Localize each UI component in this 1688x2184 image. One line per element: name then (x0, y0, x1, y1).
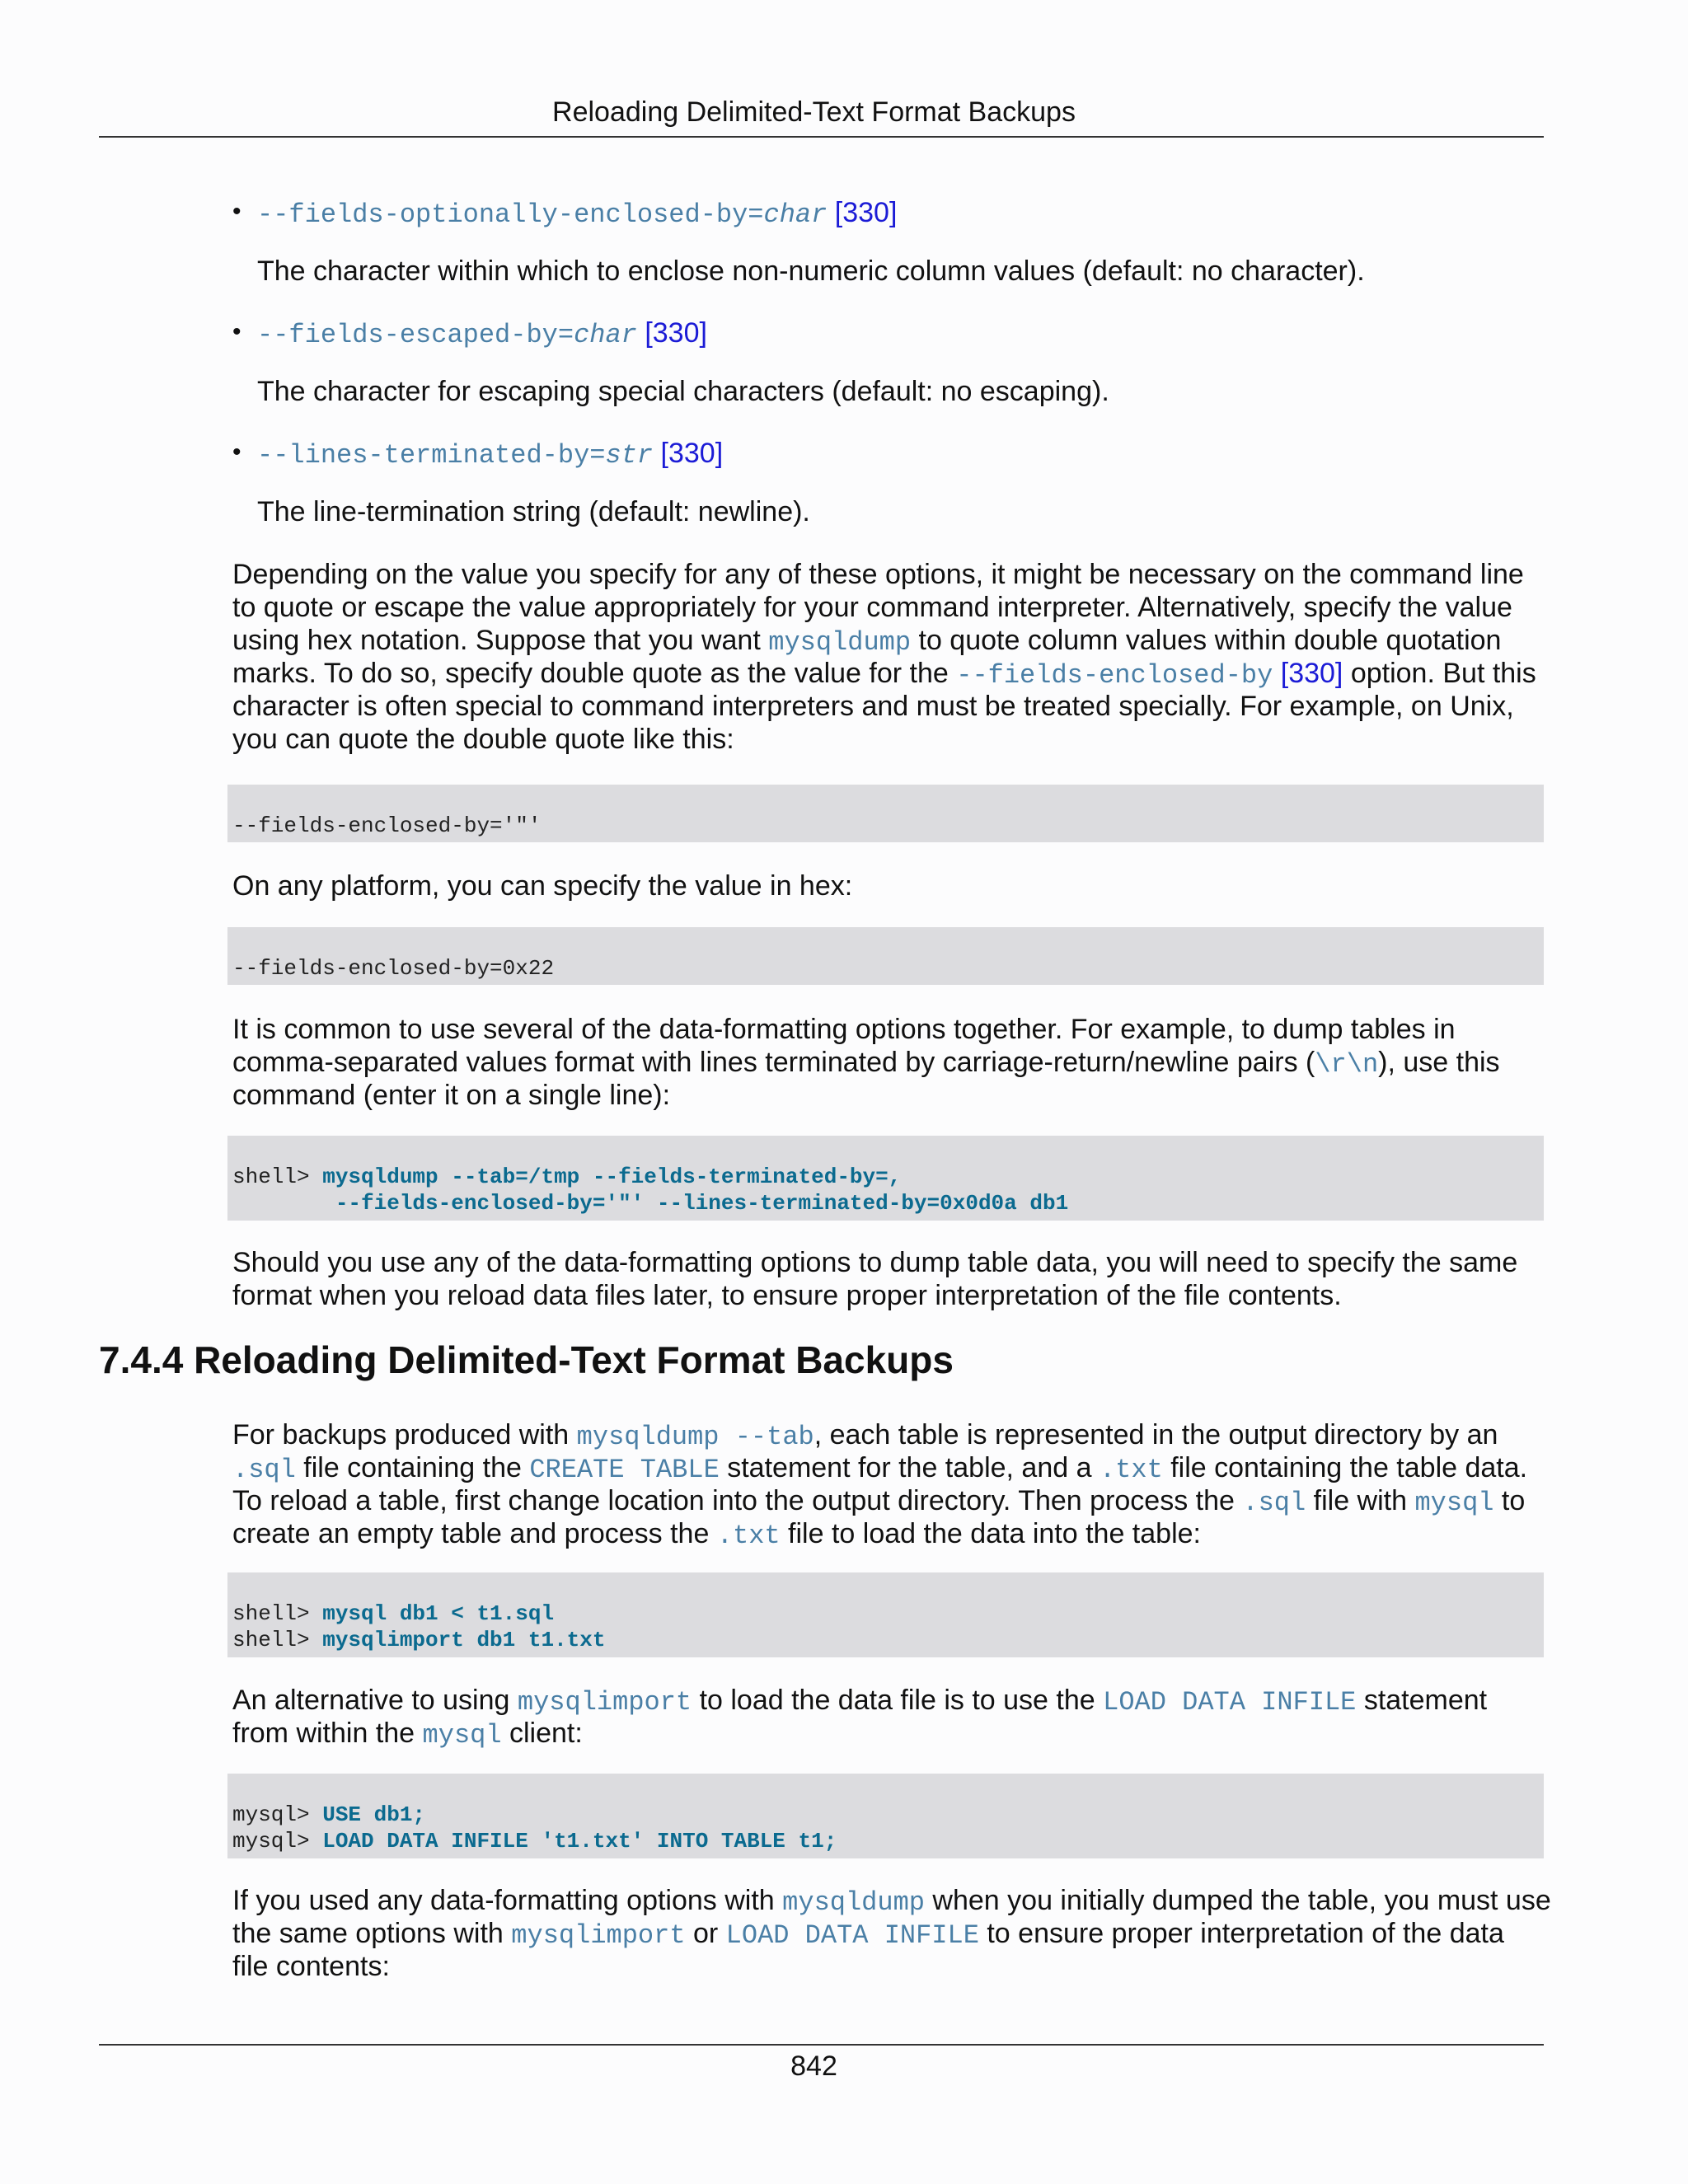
inline-code[interactable]: mysqldump (782, 1887, 925, 1918)
paragraph-line: create an empty table and process the .txt file to load the data into the table: (232, 1518, 1201, 1551)
header-rule (99, 136, 1544, 138)
bullet-description: The character within which to enclose non-numeric column values (default: no character). (257, 255, 1365, 287)
paragraph-line: For backups produced with mysqldump --tab, each table is represented in the output directory by an (232, 1419, 1498, 1452)
bullet-item (257, 437, 723, 472)
command: mysqldump --tab=/tmp --fields-terminated-by=, (322, 1165, 902, 1189)
option-name[interactable]: --lines-terminated-by= (257, 440, 606, 471)
command: LOAD DATA INFILE 't1.txt' INTO TABLE t1; (322, 1829, 837, 1854)
xref-link[interactable]: [330] (645, 317, 707, 349)
paragraph-line: the same options with mysqlimport or LOAD DATA INFILE to ensure proper interpretation of the data (232, 1918, 1504, 1951)
command: mysql db1 < t1.sql (322, 1601, 555, 1626)
code-line: mysql> LOAD DATA INFILE 't1.txt' INTO TABLE t1; (232, 1829, 837, 1854)
inline-code[interactable]: --fields-enclosed-by (956, 660, 1273, 691)
page-number: 842 (790, 2050, 837, 2082)
bullet-description: The character for escaping special characters (default: no escaping). (257, 376, 1109, 407)
bullet-item (257, 196, 897, 232)
inline-code: .txt (716, 1521, 781, 1551)
option-name[interactable]: --fields-escaped-by= (257, 320, 574, 350)
code-line: shell> mysqldump --tab=/tmp --fields-terminated-by=, (232, 1165, 902, 1189)
paragraph-line: from within the mysql client: (232, 1718, 583, 1750)
paragraph-line: character is often special to command interpreters and must be treated specially. For example, on Unix, (232, 691, 1514, 722)
inline-code[interactable]: CREATE TABLE (529, 1455, 720, 1485)
inline-code[interactable]: mysqlimport (517, 1687, 692, 1718)
paragraph-line: If you used any data-formatting options with mysqldump when you initially dumped the table, you must use (232, 1885, 1551, 1918)
option-arg: str (605, 440, 654, 471)
paragraph-line: It is common to use several of the data-formatting options together. For example, to dump tables in (232, 1014, 1456, 1045)
code-line: --fields-enclosed-by='"' (232, 813, 542, 838)
footer-rule (99, 2044, 1544, 2046)
inline-code[interactable]: mysqldump (768, 627, 912, 658)
bullet-dot: • (232, 198, 241, 225)
paragraph-line: to quote or escape the value appropriately for your command interpreter. Alternatively, specify the value (232, 592, 1512, 623)
code-line: shell> mysql db1 < t1.sql (232, 1601, 555, 1626)
option-name[interactable]: --fields-optionally-enclosed-by= (257, 199, 764, 230)
paragraph-line: format when you reload data files later, to ensure proper interpretation of the file contents. (232, 1280, 1342, 1311)
code-line: mysql> USE db1; (232, 1802, 426, 1827)
xref-link[interactable]: [330] (1273, 658, 1343, 689)
code-line: shell> mysqlimport db1 t1.txt (232, 1628, 606, 1652)
xref-link[interactable]: [330] (660, 438, 724, 469)
paragraph-line: comma-separated values format with lines terminated by carriage-return/newline pairs (\r\n), use this (232, 1047, 1500, 1080)
xref-link[interactable]: [330] (834, 197, 898, 228)
bullet-dot: • (232, 438, 241, 466)
paragraph-line: An alternative to using mysqlimport to load the data file is to use the LOAD DATA INFILE statement (232, 1685, 1488, 1718)
command: mysqlimport db1 t1.txt (322, 1628, 606, 1652)
paragraph-line: On any platform, you can specify the value in hex: (232, 870, 853, 902)
bullet-item (257, 316, 707, 352)
inline-code[interactable]: LOAD DATA INFILE (725, 1920, 979, 1951)
bullet-dot: • (232, 318, 241, 345)
code-line (232, 1190, 1068, 1216)
paragraph-line: command (enter it on a single line): (232, 1080, 671, 1111)
paragraph-line: marks. To do so, specify double quote as the value for the --fields-enclosed-by [330] option. But this (232, 658, 1536, 691)
paragraph-line: To reload a table, first change location into the output directory. Then process the .sql file with mysql to (232, 1485, 1526, 1518)
paragraph-line: file contents: (232, 1951, 390, 1982)
inline-code[interactable]: mysql (422, 1720, 502, 1750)
option-arg: char (763, 199, 828, 230)
inline-code: .sql (232, 1455, 296, 1485)
inline-code[interactable]: mysql (1414, 1488, 1494, 1518)
inline-code[interactable]: LOAD DATA INFILE (1103, 1687, 1357, 1718)
option-arg: char (574, 320, 637, 350)
command: USE db1; (322, 1802, 426, 1827)
inline-code[interactable]: mysqlimport (511, 1920, 686, 1951)
bullet-description: The line-termination string (default: newline). (257, 496, 810, 527)
running-header: Reloading Delimited-Text Format Backups (552, 96, 1076, 128)
inline-code: \r\n (1315, 1049, 1379, 1080)
inline-code[interactable]: mysqldump --tab (576, 1422, 814, 1452)
paragraph-line: you can quote the double quote like this: (232, 724, 734, 755)
inline-code: .sql (1242, 1488, 1306, 1518)
paragraph-line: Should you use any of the data-formatting options to dump table data, you will need to specify the same (232, 1247, 1518, 1278)
paragraph-line: using hex notation. Suppose that you want mysqldump to quote column values within double quotation (232, 625, 1502, 658)
section-heading: 7.4.4 Reloading Delimited-Text Format Backups (99, 1338, 954, 1381)
command: --fields-enclosed-by='"' --lines-terminated-by=0x0d0a db1 (232, 1191, 1069, 1216)
paragraph-line: .sql file containing the CREATE TABLE statement for the table, and a .txt file containing the table data. (232, 1452, 1528, 1485)
inline-code: .txt (1099, 1455, 1163, 1485)
paragraph-line: Depending on the value you specify for any of these options, it might be necessary on the command line (232, 559, 1524, 590)
code-line: --fields-enclosed-by=0x22 (232, 956, 555, 981)
